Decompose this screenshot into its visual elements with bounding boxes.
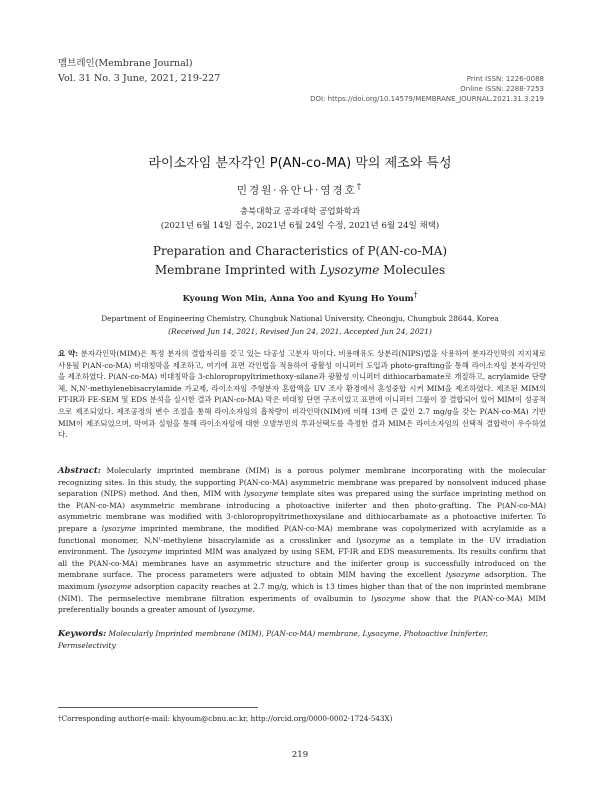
title-text: Membrane Imprinted with — [154, 263, 320, 277]
journal-header — [58, 56, 220, 86]
keywords-label: Keywords: — [58, 628, 107, 638]
abstract-text: show that the P(AN-co-MA) MIM preferentially bounds a greater amount of — [58, 593, 546, 615]
korean-abstract — [58, 348, 546, 441]
abstract-italic: lysozyme — [127, 547, 163, 557]
english-abstract — [58, 465, 546, 616]
korean-affiliation-block — [0, 205, 600, 233]
english-title-line1: Preparation and Characteristics of P(AN-co-MA) — [152, 244, 448, 258]
keywords-text: Molecularly Imprinted membrane (MIM), P(AN-co-MA) membrane, Lysozyme, Photoactive Ininferter, Permselectivity — [58, 629, 489, 650]
english-authors — [0, 290, 600, 304]
journal-name: 멤브레인(Membrane Journal) — [58, 58, 193, 69]
abstract-italic: lysozyme — [97, 581, 132, 591]
abstract-text: imprinted membrane, the modified P(AN-co-MA) membrane was copolymerized with acrylamide as a functional monomer, N,N'-methylene bisacrylamide as a crosslinker and — [58, 523, 546, 545]
print-issn: Print ISSN: 1226-0088 — [466, 75, 544, 83]
issn-block — [310, 74, 544, 104]
doi-link[interactable]: DOI: https://doi.org/10.14579/MEMBRANE_JOURNAL.2021.31.3.219 — [310, 95, 544, 103]
journal-volume: Vol. 31 No. 3 June, 2021, 219-227 — [58, 73, 221, 84]
english-title — [0, 242, 600, 280]
korean-authors — [0, 182, 600, 198]
english-title-line2 — [0, 261, 600, 280]
abstract-text: Molecularly imprinted membrane (MIM) is a porous polymer membrane incorporating with the molecular recognizing sites. In this study, the supporting P(AN-co-MA) asymmetric membrane was prepared by nonsolvent induced phase separation (NIPS) method. And then, MIM with — [58, 466, 546, 499]
abstract-text: as a template in the UV irradiation environment. The — [58, 535, 546, 557]
title-text-end: Molecules — [379, 263, 446, 277]
corresponding-mark: † — [356, 182, 364, 192]
english-author-names: Kyoung Won Min, Anna Yoo and Kyung Ho Youm — [182, 293, 414, 304]
abstract-text: adsorption. The maximum — [58, 570, 546, 591]
korean-affiliation: 충북대학교 공과대학 공업화학과 — [239, 207, 361, 217]
english-corresponding-mark: † — [413, 290, 418, 299]
page-number: 219 — [291, 750, 309, 760]
abstract-italic: lysozyme — [371, 593, 406, 603]
abstract-text: template sites was prepared using the surface imprinting method on the P(AN-co-MA) asymmetric membrane introducing a photoactive iniferter and then photo-grafting. The P(AN-co-MA) asymmetric membrane was modified with 3-chloropropyltrimethoxysilane and dithiocarbamate as a photoactive iniferter. To prepare a — [58, 489, 546, 533]
abstract-italic: lysozyme — [218, 605, 253, 615]
english-dates: (Received Jun 14, 2021, Revised Jun 24, 2021, Accepted Jun 24, 2021) — [168, 327, 432, 336]
korean-dates: (2021년 6월 14일 접수, 2021년 6월 24일 수정, 2021년 6월 24일 채택) — [160, 221, 440, 231]
title-italic: Lysozyme — [319, 263, 380, 277]
abstract-text: adsorption capacity reaches at 2.7 mg/g, which is 13 times higher than that of the non imprinted membrane (NIM). The permselective membrane filtration experiments of ovalbumin to — [58, 581, 546, 603]
keywords — [58, 628, 546, 651]
abstract-text: imprinted MIM was analyzed by using SEM, FT-IR and EDS measurements. Its results confirm that all the P(AN-co-MA) membranes have an asymmetric structure and the iniferter group is successfully introduced on the membrane surface. The process parameters were adjusted to obtain MIM having the excellent — [58, 547, 546, 580]
korean-title: 라이소자임 분자각인 P(AN-co-MA) 막의 제조와 특성 — [148, 156, 452, 171]
english-abstract-label: Abstract: — [58, 465, 101, 475]
abstract-italic: lysozyme — [243, 489, 279, 499]
abstract-text: . — [252, 605, 255, 615]
footnote-divider — [58, 707, 258, 708]
abstract-italic: lysozyme — [101, 523, 136, 533]
english-affiliation: Department of Engineering Chemistry, Chungbuk National University, Cheongju, Chungbuk 28644, Korea — [101, 314, 499, 323]
abstract-italic: lysozyme — [445, 570, 481, 580]
korean-abstract-label: 요 약: — [58, 349, 78, 358]
abstract-italic: lysozyme — [356, 535, 391, 545]
footnote: †Corresponding author(e-mail: khyoum@cbnu.ac.kr, http://orcid.org/0000-0002-1724-543X) — [58, 714, 393, 723]
korean-author-names: 민경원·유안나·염경호 — [236, 184, 357, 197]
online-issn: Online ISSN: 2288-7253 — [460, 85, 544, 93]
english-affiliation-block — [0, 312, 600, 338]
korean-abstract-text: 분자각인막(MIM)은 특정 분자의 결합자리를 갖고 있는 다공성 고분자 막이다. 비용매유도 상분리(NIPS)법을 사용하여 분자각인막의 지지체로 사용될 P(AN-co-MA) 비대칭막을 제조하고, 여기에 표면 각인법을 적용하여 광활성 이니퍼터 도입과 photo-grafting을 통해 라이소자임 분자각인막을 제조하였다. P(AN-co-MA) 비대칭막을 3-chloropropyltrimethoxy-silane과 광활성 이니퍼터 dithiocarbamate로 개질하고, acrylamide 단량체, N,N'-methylenebisacrylamide 가교제, 라이소자임 주형분자 혼합액을 UV 조사 환경에서 혼성중합 시켜 MIM을 제조하였다. 제조된 MIM의 FT-IR과 FE-SEM 및 EDS 분석을 실시한 결과 P(AN-co-MA) 막은 비대칭 단면 구조이었고 표면에 이니퍼터 그룹이 잘 결합되어 있어 MIM이 성공적으로 제조되었다. 제조공정의 변수 조절을 통해 라이소자임의 흡착량이 비각인막(NIM)에 비해 13배 큰 값인 2.7 mg/g을 갖는 P(AN-co-MA) 기반 MIM이 제조되었으며, 막여과 실험을 통해 라이소자임에 대한 오발부민의 투과선택도를 측정한 결과 MIM은 라이소자임의 선택적 결합력이 우수하였다. — [58, 349, 546, 440]
